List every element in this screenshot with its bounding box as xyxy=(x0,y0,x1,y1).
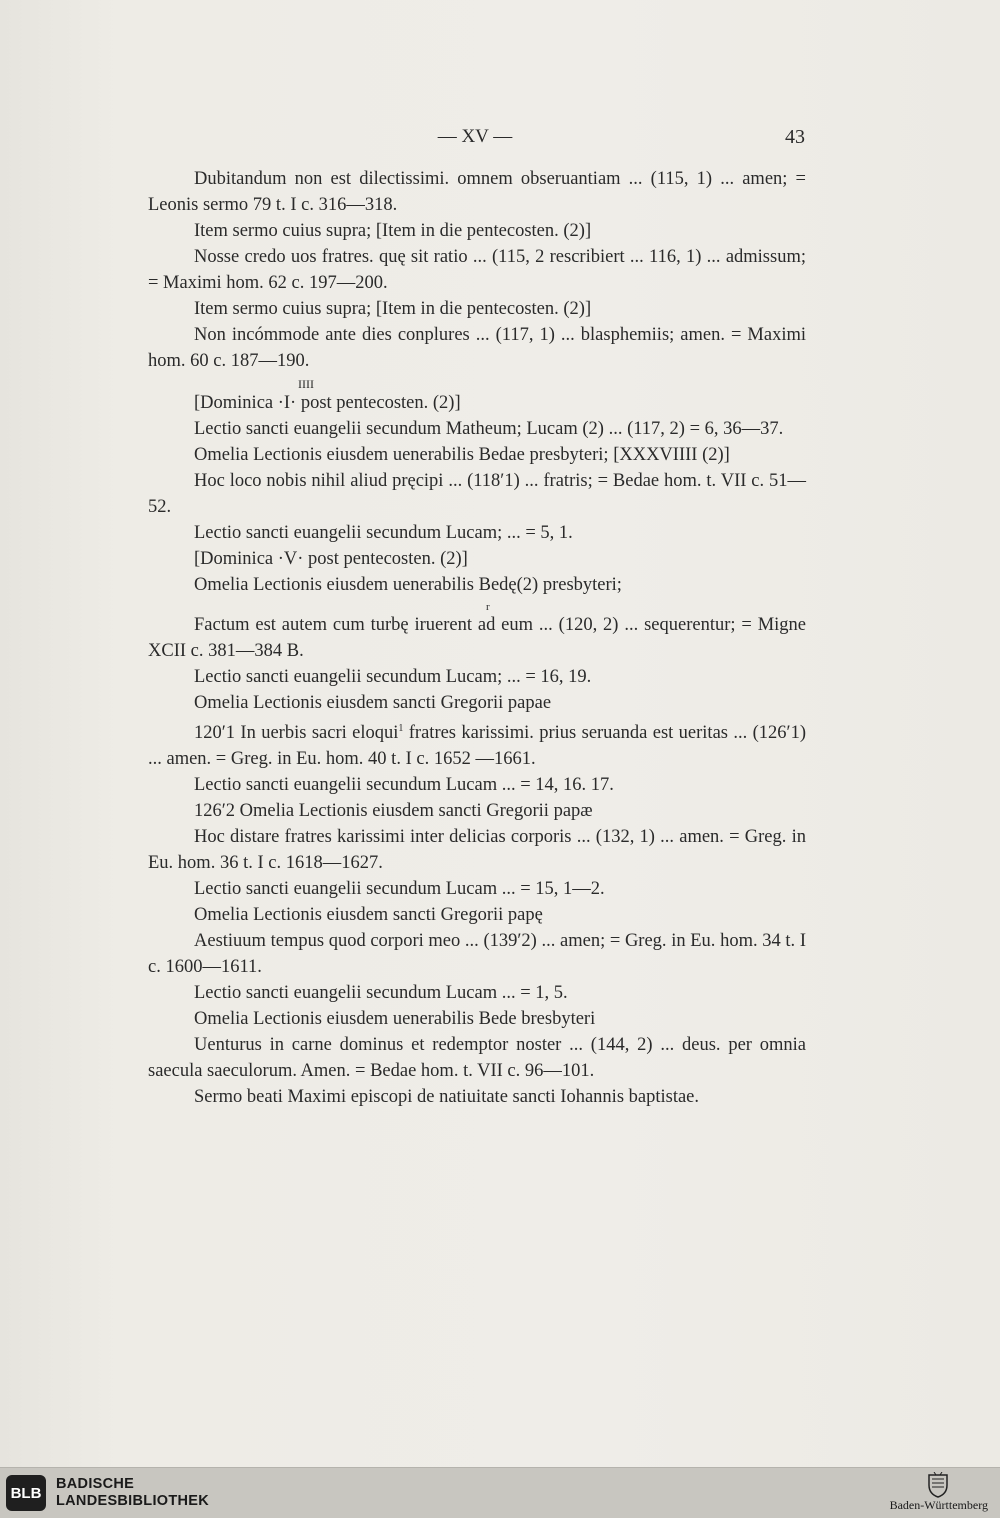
state-label: Baden-Württemberg xyxy=(889,1498,988,1512)
paragraph: Omelia Lectionis eiusdem sancti Gregorii papę xyxy=(194,905,543,926)
paragraph: 126ʹ2 Omelia Lectionis eiusdem sancti Gregorii papæ xyxy=(194,801,593,822)
library-name-line2: LANDESBIBLIOTHEK xyxy=(56,1493,210,1509)
superscript-note: r xyxy=(486,601,490,613)
paragraph: [Dominica ·I· post pentecosten. (2)] xyxy=(194,393,461,413)
paragraph-rest: fratres karissimi. prius seruanda est ueritas ... (126ʹ1) ... amen. = Greg. in Eu. hom. 40 t. I c. 1652 —1661. xyxy=(148,723,806,770)
paragraph: Dubitandum non est dilectissimi. omnem obseruantiam ... (115, 1) ... amen; = Leonis sermo 79 t. I c. 316—318. xyxy=(148,169,806,215)
paragraph: Lectio sancti euangelii secundum Lucam ... = 15, 1—2. xyxy=(194,879,605,900)
coat-of-arms-icon xyxy=(927,1472,949,1498)
paragraph: Aestiuum tempus quod corpori meo ... (139ʹ2) ... amen; = Greg. in Eu. hom. 34 t. I c. 1600—1611. xyxy=(148,931,806,978)
footer-bar xyxy=(0,1467,1000,1518)
blb-logo[interactable]: BLB xyxy=(6,1475,46,1511)
paragraph: Omelia Lectionis eiusdem uenerabilis Bedae presbyteri; [XXXVIIII (2)] xyxy=(194,445,730,465)
paragraph: Omelia Lectionis eiusdem uenerabilis Bedę(2) presbyteri; xyxy=(194,575,622,595)
paragraph: Lectio sancti euangelii secundum Lucam; ... = 5, 1. xyxy=(194,523,573,543)
paragraph: Sermo beati Maximi episcopi de natiuitate sancti Iohannis baptistae. xyxy=(194,1087,700,1108)
paragraph: Item sermo cuius supra; [Item in die pentecosten. (2)] xyxy=(194,299,592,319)
roman-page-marker: — XV — xyxy=(437,126,513,147)
paragraph: Item sermo cuius supra; [Item in die pentecosten. (2)] xyxy=(194,221,592,241)
paragraph: Omelia Lectionis eiusdem uenerabilis Bede bresbyteri xyxy=(194,1009,596,1030)
page-header xyxy=(145,126,805,156)
library-name-line1: BADISCHE xyxy=(56,1476,135,1492)
superscript-note: IIII xyxy=(298,377,314,391)
paragraph: Hoc loco nobis nihil aliud pręcipi ... (118ʹ1) ... fratris; = Bedae hom. t. VII c. 51—52. xyxy=(148,471,806,517)
paragraph: Non incómmode ante dies conplures ... (117, 1) ... blasphemiis; amen. = Maximi hom. 60 c. 187—190. xyxy=(148,325,806,371)
paragraph: Hoc distare fratres karissimi inter delicias corporis ... (132, 1) ... amen. = Greg. in Eu. hom. 36 t. I c. 1618—1627. xyxy=(148,827,806,874)
paragraph xyxy=(148,716,806,772)
paragraph: Uenturus in carne dominus et redemptor noster ... (144, 2) ... deus. per omnia saecula saeculorum. Amen. = Bedae hom. t. VII c. 96—101. xyxy=(148,1035,806,1082)
page-number: 43 xyxy=(785,126,805,148)
paragraph: Nosse credo uos fratres. quę sit ratio ... (115, 2 rescribiert ... 116, 1) ... admissum; = Maximi hom. 62 c. 197—200. xyxy=(148,247,806,293)
paragraph: Lectio sancti euangelii secundum Matheum; Lucam (2) ... (117, 2) = 6, 36—37. xyxy=(194,419,784,439)
paragraph: Lectio sancti euangelii secundum Lucam; ... = 16, 19. xyxy=(194,667,592,687)
paragraph: Factum est autem cum turbę iruerent ad eum ... (120, 2) ... sequerentur; = Migne XCII c. 381—384 B. xyxy=(148,615,806,661)
paragraph: Lectio sancti euangelii secundum Lucam ... = 14, 16. 17. xyxy=(194,775,614,796)
body-text xyxy=(148,166,806,1110)
paragraph: [Dominica ·V· post pentecosten. (2)] xyxy=(194,549,468,569)
paragraph-start: 120ʹ1 In uerbis sacri eloqui xyxy=(194,723,399,744)
library-name xyxy=(56,1476,209,1510)
footnote-marker: 1 xyxy=(398,723,404,734)
paragraph: Lectio sancti euangelii secundum Lucam ... = 1, 5. xyxy=(194,983,568,1004)
paragraph: Omelia Lectionis eiusdem sancti Gregorii papae xyxy=(194,693,552,713)
